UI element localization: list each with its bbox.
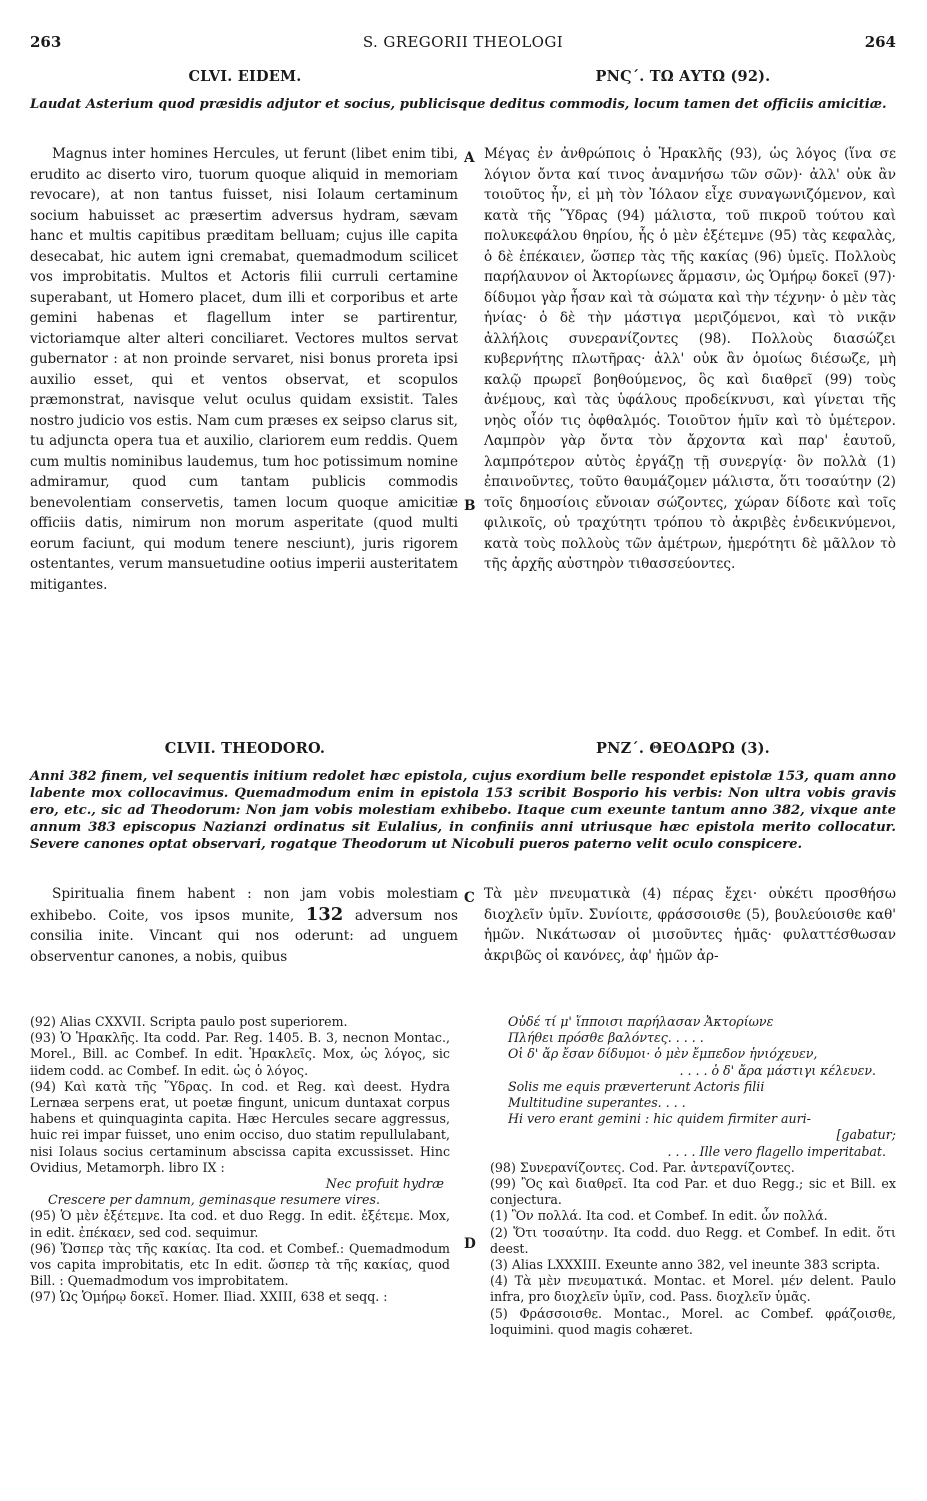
footnote-quote-line-2: Crescere per damnum, geminasque resumere vires. bbox=[48, 1192, 380, 1208]
footnote-93: (93) Ὁ Ἡρακλῆς. Ita codd. Par. Reg. 1405. B. 3, necnon Montac., Morel., Bill. ac Combef. In edit. Ἡρακλεῖς. Mox, ὡς λόγος, sic iidem codd. ac Combef. In edit. ὡς ὁ λόγος. bbox=[30, 1030, 450, 1078]
footnote-95: (95) Ὁ μὲν ἐξέτεμνε. Ita cod. et duo Regg. In edit. ἐξέτεμε. Mox, in edit. ἐπέκαεν, sed cod. sequimur. bbox=[30, 1208, 450, 1240]
verse-line-1: Οὐδέ τί μ' ἵπποισι παρήλασαν Ἀκτορίωνε bbox=[508, 1014, 774, 1029]
footnote-98: (98) Συνεραvίζοντες. Cod. Par. ἀντεραvίζοντες. bbox=[490, 1159, 795, 1175]
verse-line-3: Οἱ δ' ἄρ ἔσαν δίδυμοι· ὁ μὲν ἔμπεδον ἡνιόχευεν, bbox=[508, 1046, 818, 1062]
footnote-94: (94) Καὶ κατὰ τῆς Ὕδρας. In cod. et Reg. καὶ deest. Hydra Lernæa serpens erat, ut poetæ fingunt, unicum duntaxat corpus habens et quinquaginta capita. Hæc Hercules secare aggressus, huic rei impar fuisset, uno enim occiso, duo statim repullulabant, nisi Iolaus socius certaminum abscissa capita excussisset. Hinc Ovidius, Metamorph. libro IX : bbox=[30, 1078, 450, 1175]
running-head bbox=[30, 33, 896, 55]
verse-line-4: . . . . ὁ δ' ἄρα μάστιγι κέλευεν. bbox=[679, 1062, 876, 1078]
page-number-right: 264 bbox=[864, 33, 896, 51]
running-title: S. GREGORII THEOLOGI bbox=[362, 33, 564, 51]
letter156-summary: Laudat Asterium quod præsidis adjutor et socius, publicisque deditus commodis, locum tamen det officiis amicitiæ. bbox=[30, 97, 887, 112]
footnote-quote-line-1: Nec profuit hydræ bbox=[325, 1176, 444, 1192]
verse-line-9: . . . . Ille vero flagello imperitabat. bbox=[667, 1143, 886, 1159]
letter156-heading-greek: ΡΝϚ΄. ΤΩ ΑΥΤΩ (92). bbox=[595, 68, 771, 85]
letter157-heading-latin: CLVII. THEODORO. bbox=[164, 740, 326, 757]
letter157-latin-column bbox=[30, 884, 458, 967]
letter157-latin-a: Spiritualia finem habent : non jam vobis molestiam exhibebo. Coite, vos ipsos munite, bbox=[30, 886, 458, 924]
footnote-96: (96) Ὥσπερ τὰς τῆς κακίας. Ita cod. et Combef.: Quemadmodum vos capita improbitatis, etc In edit. ὥσπερ τὰ τῆς κακίας, quod Bill. : Quemadmodum vos improbitatem. bbox=[30, 1240, 450, 1289]
footnote-5: (5) Φράσσοισθε. Montac., Morel. ac Combef. φράζοισθε, loquimini. quod magis cohæret. bbox=[490, 1305, 896, 1337]
footnotes-right bbox=[490, 1014, 896, 1338]
letter156-greek-text: Μέγας ἐν ἀνθρώποις ὁ Ἡρακλῆς (93), ὡς λόγος (ἵνα σε λόγιον ὄντα καί τινος ἀναμνήσω τῶν σῶν)· ἀλλ' οὐκ ἂν τοιοῦτος ἦν, εἰ μὴ τὸν Ἰόλαον εἶχε συναγωνιζόμενον, καὶ κατὰ τῆς Ὕδρας (94) μάλιστα, τοῦ πικροῦ τούτου καὶ πολυκεφάλου θηρίου, ἧς ὁ μὲν ἐξέτεμνε (95) τὰς κεφαλὰς, ὁ δὲ ἐπέκαιεν, ὥσπερ τὰς τῆς κακίας (96) ὑμεῖς. Πολλοὺς παρήλαυνον οἱ Ἀκτορίωνες ἅρμασιν, ὡς Ὁμήρῳ δοκεῖ (97)· δίδυμοι γὰρ ἦσαν καὶ τὰ σώματα καὶ τὴν τέχνην· ὁ μὲν τὰς ἡνίας· ὁ δὲ τὴν μάστιγα μεριζόμενοι, καὶ τὸ νικᾷν ἀλλήλοις συνερανίζοντες (98). Πολλοὺς διασώζει κυβερνήτης πλωτῆρας· ἀλλ' οὐκ ἂν ὁμοίως διέσωζε, μὴ καλῷ πρωρεῖ βοηθούμενος, ὃς καὶ διαθρεῖ (99) τοὺς ἀνέμους, καὶ τὰς ὑφάλους προδείκνυσι, καὶ γίνεται τῆς νηὸς οἷόν τις ὀφθαλμός. Τοιοῦτον ἡμῖν καὶ τὸ ὑμέτερον. Λαμπρὸν γὰρ ὄντα τὸν ἄρχοντα καὶ παρ' ἑαυτοῦ, λαμπρότερον αὐτὸς ἐργάζῃ τῇ συνεργίᾳ· ὃν πολλὰ (1) ἐπαινοῦντες, τοῦτο θαυμάζομεν μάλιστα, ὅτι τοσαύτην (2) τοῖς δημοσίοις εὔνοιαν σώζοντες, χώραν δίδοτε καὶ τοῖς φιλικοῖς, οὐ τραχύτητι τρόπου τὸ ἀκριβὲς ἐνδεικνύμενοι, κατὰ τοὺς πολλοὺς τῶν ἀμέτρων, ἡμερότητι δὲ μᾶλλον τὸ τῆς ἀρχῆς αὐστηρὸν τιθασσεύοντες. bbox=[484, 146, 896, 572]
footnote-4: (4) Τὰ μὲν πνευματικά. Montac. et Morel. μέν delent. Paulo infra, pro διοχλεῖν ὑμῖν, cod. Pass. διοχλεῖν ὑμᾶς. bbox=[490, 1273, 896, 1305]
margin-letter-b: B bbox=[464, 498, 476, 514]
letter157-latin-text bbox=[30, 884, 458, 967]
letter157-latin-b: adversum nos consilia inite. Vincant qui nos oderunt: ad unguem observentur canones, a nobis, quibus bbox=[30, 907, 458, 965]
footnote-1: (1) Ὃν πολλά. Ita cod. et Combef. In edit. ὧν πολλά. bbox=[490, 1208, 828, 1224]
verse-line-6: Multitudine superantes. . . . bbox=[508, 1095, 686, 1111]
footnote-3: (3) Alias LXXXIII. Exeunte anno 382, vel ineunte 383 scripta. bbox=[490, 1257, 881, 1273]
letter156-latin-column bbox=[30, 144, 458, 595]
footnote-97: (97) Ὡς Ὁμήρῳ δοκεῖ. Homer. Iliad. XXIII, 638 et seqq. : bbox=[30, 1289, 388, 1305]
verse-line-5: Solis me equis præverterunt Actoris filii bbox=[508, 1078, 765, 1094]
footnote-2: (2) Ὅτι τοσαύτην. Ita codd. duo Regg. et Combef. In edit. ὅτι deest. bbox=[490, 1224, 896, 1256]
margin-letter-a: A bbox=[464, 150, 475, 166]
letter156-latin-text: Magnus inter homines Hercules, ut ferunt (libet enim tibi, erudito ac diserto viro, tuorum quoque aliquid in memoriam revocare), at non tantus fuisset, nisi Iolaum certaminum socium habuisset ac præsertim adversus hydram, sævam hanc et multis capitibus præditam belluam; cujus ille capita desecabat, hic autem igni cremabat, quemadmodum scilicet vos improbitatis. Multos et Actoris filii curruli certamine superabant, ut Homero placet, dum illi et corporibus et arte gemini habenas et flagellum inter se partirentur, victoriamque alter alteri conciliaret. Vectores multos servat gubernator : at non proinde servaret, nisi bonus proreta ipsi auxilio esset, qui et ventos observat, et scopulos præmonstrat, navisque velut oculus quidam exsistit. Tales nostro judicio vos estis. Nam cum præses ex seipso clarus sit, tu adjuncta opera tua et auxilio, clariorem eum reddis. Quem cum multis nominibus laudemus, tum hoc potissimum nomine admiramur, quod cum tantam publicis commodis benevolentiam conservetis, tamen locum quoque amicitiæ officiis datis, nimirum non morum asperitate (quod multi eorum faciunt, qui modum tenere nesciunt), juris rigorem ostentantes, verum mansuetudine ootius imperii austeritatem mitigantes. bbox=[30, 146, 458, 593]
letter156-headings bbox=[30, 68, 896, 88]
letter157-heading-greek: ΡΝΖ΄. ΘΕΟΔΩΡΩ (3). bbox=[596, 740, 770, 757]
margin-letter-d: D bbox=[464, 1236, 476, 1252]
letter157-headings bbox=[30, 740, 896, 760]
page-number-left: 263 bbox=[30, 33, 62, 51]
letter156-greek-column bbox=[484, 144, 896, 575]
column-number: 132 bbox=[305, 903, 344, 925]
letter156-heading-latin: CLVI. EIDEM. bbox=[188, 68, 302, 85]
letter157-greek-text: Τὰ μὲν πνευματικὰ (4) πέρας ἔχει· οὐκέτι προσθήσω διοχλεῖν ὑμῖν. Συνίοιτε, φράσσοισθε (5), βουλεύοισθε καθ' ἡμῶν. Νικάτωσαν οἱ μισοῦντες ἡμᾶς· φυλαττέσθωσαν ἀκριβῶς οἱ κανόνες, ἀφ' ἡμῶν ἀρ- bbox=[484, 886, 896, 964]
footnote-92: (92) Alias CXXVII. Scripta paulo post superiorem. bbox=[30, 1014, 348, 1029]
verse-line-8: [gabatur; bbox=[836, 1127, 896, 1143]
verse-line-7: Hi vero erant gemini : hic quidem firmiter auri- bbox=[508, 1111, 811, 1127]
margin-letter-c: C bbox=[464, 890, 475, 906]
letter157-summary: Anni 382 finem, vel sequentis initium redolet hæc epistola, cujus exordium belle respondet epistolæ 153, quam anno labente mox collocavimus. Quemadmodum enim in epistola 153 scribit Bosporio his verbis: Non ultra vobis gravis ero, etc., sic ad Theodorum: Non jam vobis molestiam exhibebo. Itaque cum exeunte tantum anno 382, vixque ante annum 383 episcopus Nazianzi ordinatus sit Eulalius, in confiniis anni utriusque hæc epistola merito collocatur. Severe canones optat observari, rogatque Theodorum ut Nicobuli pueros paterno velit oculo conspicere. bbox=[30, 769, 896, 852]
footnote-99: (99) Ὃς καὶ διαθρεῖ. Ita cod Par. et duo Regg.; sic et Bill. ex conjectura. bbox=[490, 1176, 896, 1208]
letter157-greek-column bbox=[484, 884, 896, 966]
footnotes-left bbox=[30, 1014, 450, 1306]
verse-line-2: Πλήθει πρόσθε βαλόντες. . . . . bbox=[508, 1030, 704, 1046]
